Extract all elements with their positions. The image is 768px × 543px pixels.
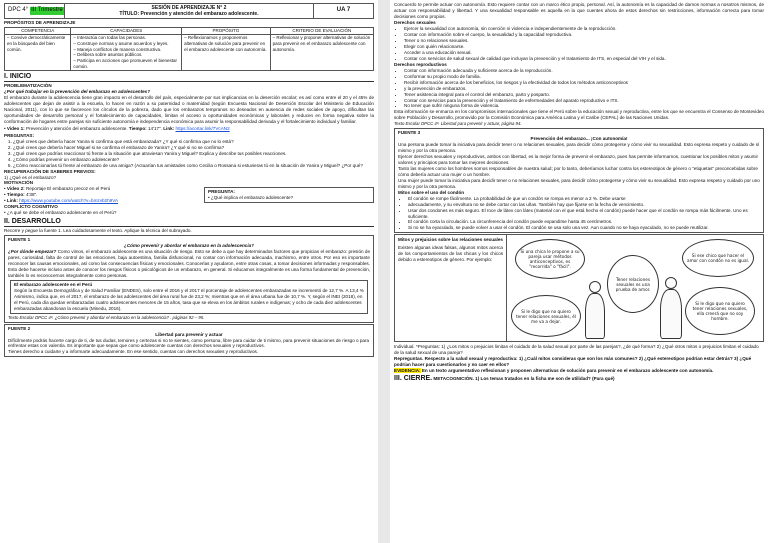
derecho-item: • Elegir con quién relacionarse. xyxy=(404,44,764,50)
mito-item: • El condón corta la circulación. La circunferencia del condón puede expandirse hasta 45 centímetros. xyxy=(408,219,760,225)
derechos-sexuales-label: Derechos sexuales xyxy=(394,19,436,25)
capacidad-item: – Interactúa con todas las personas. xyxy=(73,35,179,41)
individual-questions: Individual. *Preguntas: 1) ¿Los mitos o prejuicios limitan el cuidado de la salud sexual por parte de las parejas?, ¿de qué forma? 2) ¿Qué otros mitos o prejuicios limitan el cuidado de la salud sexual de una pareja? xyxy=(394,344,759,356)
evidencia-text: En un texto argumentativo reflexionan y proponen alternativas de solución para prevenir en el embarazo adolescente con autonomía. xyxy=(421,368,714,374)
pregunta-item: 4. ¿Cómo podrías prevenir un embarazo adolescente? xyxy=(13,157,374,163)
mitos-figure xyxy=(394,234,764,342)
video1-link[interactable]: https://acortar.link/7VcAN2 xyxy=(175,125,230,131)
mito-item: • El condón se rompe fácilmente. La probabilidad de que un condón se rompa es menor a 2 %. Debe usarse xyxy=(408,196,760,202)
fuente1-label: FUENTE 1 xyxy=(8,237,31,243)
col-capacidades: CAPACIDADES xyxy=(71,27,182,34)
capacidad-item: – Participa en acciones que promueven el bienestar común. xyxy=(73,58,179,70)
derechos-sexuales-list xyxy=(394,26,764,62)
pregunta-box: PREGUNTA: • ¿Qué implica el embarazo adolescente? xyxy=(204,187,374,203)
col-proposito: PROPÓSITO xyxy=(182,27,271,34)
derecho-item: • Tener asistencia integral para el control del embarazo, parto y posparto. xyxy=(404,92,764,98)
derecho-item: • Contar con información adecuada y suficiente acerca de la reproducción. xyxy=(404,68,764,74)
derecho-item: • Tener o no relaciones sexuales. xyxy=(404,38,764,44)
speech-bubble: Si le digo que no quiero tener relaciones sexuales, ella creerá que no soy hombre. xyxy=(685,287,755,335)
autonomia-text: Concuerdo te permite actuar con autonomía. Esto requiere contar con un marco ético propio, personal. Así, la autonomía es la capacidad de darnos normas a nosotros mismos, de actuar con responsabilidad y libertad. Y una sexualidad responsable es aquella en la que cuentes ahora de estos derechos sin restricciones, información correcta para tomar decisiones como propios. xyxy=(394,2,764,19)
speech-bubble: Si ese chico que hacer el amor con condón no es igual. xyxy=(682,239,754,277)
motivacion-row: • Video 2: Reportaje El embarazo precoz en el Perú • Tiempo: 4'38". • Link: https://www.youtube.com/watch?v=bmzvb2h9VA PREGUNTA: • ¿Qué implica el embarazo adolescente? xyxy=(4,186,374,204)
col-criterio: CRITERIO DE EVALUACIÓN xyxy=(270,27,373,34)
page-left xyxy=(0,0,378,543)
problematizacion-question: ¿Por qué trabajar en la prevención del embarazo en adolescentes? xyxy=(4,88,151,94)
pregunta-item: 3. ¿Qué crees que podrías reaccionar tú frente a la situación que atraviesan Yanira y Miguel? Explica y describe tus posibles reacciones. xyxy=(13,151,374,157)
preguntas-list xyxy=(4,139,374,169)
derecho-item: • No tener que sufrir ninguna forma de violencia. xyxy=(404,103,764,109)
fuente2-source: Texto Escolar DPCC 4º. Libertad para prevenir y actuar, página 94. xyxy=(394,121,522,127)
fuente2-title: Libertad para prevenir y actuar xyxy=(155,331,223,337)
compromisos-text: Esta información se enmarca en los compromisos internacionales que tiene el Perú sobre la educación sexual y reproductiva, entre los que se encuentra el Consenso de Montevideo sobre Población y Desarrollo, promovido por la Comisión Económica para América Latina y el Caribe (CEPAL) de las Naciones Unidas. xyxy=(394,109,764,121)
boy-head-icon xyxy=(665,277,677,289)
pregunta-item: 2. ¿Qué crees que debería hacer Miguel si se confirma el embarazo de Yanira? ¿Y qué si no se confirma? xyxy=(13,145,374,151)
mitos-label: Mitos sobre el uso del condón xyxy=(398,189,465,195)
evidencia-label: EVIDENCIA: xyxy=(394,368,421,374)
derecho-item: • y la prevención de embarazos. xyxy=(404,86,764,92)
col-competencia: COMPETENCIA xyxy=(5,27,71,34)
unit-label: UA 7 xyxy=(313,4,373,18)
fuente3-p3: Tanto las mujeres como los hombres somos responsables de nuestra salud; por lo tanto, deberíamos luchar contra los estereotipos de género o "etiquetas" preconcebidas sobre cómo debería actuar una mujer o un hombre. xyxy=(398,165,758,177)
pregunta-text: • ¿Qué implica el embarazo adolescente? xyxy=(208,195,294,201)
preguntas-label: PREGUNTAS: xyxy=(4,132,35,138)
inicio-heading: I. INICIO xyxy=(4,72,374,82)
fuente1-text: Como vimos, el embarazo adolescente es una situación de riesgo. Esto se debe a que hay determinados factores que propician el embarazo: presión de pares, curiosidad, falta de control de las emociones, baja autoestima, familia disfuncional, no contar con información adecuada, machismo, entre otros. Por eso es importante reconocer las causas emocionales, así como las consecuencias físicas y emocionales. Conocerlas y ayudaron, entre otras cosas, a tomar decisiones informadas y responsables. Esto debe hacerse incluso antes de conocer los riesgos físicos o psicológicos de un embarazo, en general. Si educamos integralmente es una forma fundamental de prevención, también lo es reconocernos integralmente como personas. xyxy=(8,249,371,279)
repreguntas-text: Repreguntas. Respecto a la salud sexual y reproductiva: 1) ¿Cuál mitos consideras que son los más comunes? 2) ¿Qué estereotipos podrían estar detrás? 3) ¿Qué podrían hacer para cuestionarlos y no caer en ellos? xyxy=(394,356,752,368)
peru-stats-title: El embarazo adolescente en el Perú xyxy=(14,282,93,288)
derechos-reproductivos-list xyxy=(394,68,764,110)
derecho-item: • Ejercer la sexualidad con autonomía, sin coerción ni violencia e independientemente de la reproducción. xyxy=(404,26,764,32)
derecho-item: • Conformar su propio modo de familia. xyxy=(404,74,764,80)
session-header xyxy=(4,3,374,19)
video2-link[interactable]: https://www.youtube.com/watch?v=bmzvb2h9VA xyxy=(19,198,119,204)
mitos-list xyxy=(398,196,760,232)
fuente2-label: FUENTE 2 xyxy=(8,325,31,331)
mitos-prejuicios-title: Mitos y prejuicios sobre las relaciones sexuales xyxy=(398,237,503,243)
cierre-text: METACOGNICIÓN. 1) Los temas tratados en la ficha me son de utilidad? (Para qué) xyxy=(433,376,615,382)
problematizacion-label: PROBLEMATIZACIÓN xyxy=(4,82,52,88)
page-right xyxy=(390,0,768,543)
session-number: SESIÓN DE APRENDIZAJE N° 2 xyxy=(151,4,227,11)
cierre-heading: III. CIERRE. xyxy=(394,375,433,383)
capacidad-item: – Maneja conflictos de manera constructiva. xyxy=(73,47,179,53)
conflicto-label: CONFLICTO COGNITIVO xyxy=(4,204,58,210)
girl-figure-icon xyxy=(585,293,605,339)
trimester-badge: III Trimestre xyxy=(31,7,63,14)
boy-figure-icon xyxy=(660,289,682,339)
course-label: DPC 4° xyxy=(8,7,29,14)
video2-line: • Video 2: Reportaje El embarazo precoz en el Perú xyxy=(4,186,111,192)
motivacion-label: MOTIVACIÓN xyxy=(4,180,34,186)
derecho-item: • Acceder a una educación sexual. xyxy=(404,50,764,56)
peru-stats-text: Según la Encuesta Demográfica y de Salud Familiar (ENDES), solo entre el 2016 y el 2017 el porcentaje de adolescentes embarazadas se incrementó de 12,7 %. A 13,4 % Asimismo, indica que, en el 2017, el embarazo de las adolescentes del área rural fue de 23,2 %; mientras que en el área urbana fue de 10,7 %. Y, según el INEI (2018), en el Perú, cada día quedan embarazadas cuatro adolescentes menores de 15 años, tasa que se eleva en los ámbitos rurales e indígenas; y ocho de cada diez adolescentes embarazadas abandonan la escuela (Minedu, 2016). xyxy=(14,288,364,312)
fuente3-p4: Una mujer puede tomar la iniciativa para decidir tener o no relaciones sexuales, para decidir cómo protegerse y cómo vivir su sexualidad. Esto expresa respeto y cuidado por uno mismo y por la otra persona. xyxy=(398,177,760,189)
mito-item: • adecuadamente, y su envoltura no se debe cortar con las uñas. También hay que fijarse en la fecha de vencimiento. xyxy=(408,202,760,208)
conflicto-question: • ¿A qué se debe el embarazo adolescente en el Perú? xyxy=(4,210,117,216)
pregunta-item: 5. ¿Cómo reaccionarías tú frente al embarazo de una amiga? (Actuarían tus amistades como Cecilia o Rossana si estuvieras tú en la situación de Yanira y Miguel? ¿Por qué? xyxy=(13,163,374,169)
fuente3-p2: Ejercer derechos sexuales y reproductivos, ambos con libertad, es la mejor forma de prevenir el embarazo, pues has permite informarnos, cuestionar los posibles mitos y asumir valores y principios para tomar las mejores decisiones. xyxy=(398,153,759,165)
speech-bubble: Si una chica le propone a su pareja usar métodos anticonceptivos, es "recorrida" o "fácil". xyxy=(515,239,585,279)
derecho-item: • Contar con información sobre el cuerpo, la sexualidad y la capacidad reproductiva. xyxy=(404,32,764,38)
mito-item: • Si no se ha eyaculado, se puede volver a usar el condón. El condón se usa solo una vez. Aun cuando no se haya eyaculado, no se puede reutilizar. xyxy=(408,225,760,231)
fuente1-source: Texto Escolar DPCC 4º. ¿Cómo prevenir y abordar el embarazo en la adolescencia? . páginas 92 – 95. xyxy=(8,315,205,320)
derechos-reproductivos-label: Derechos reproductivos xyxy=(394,61,447,67)
fuente1-box xyxy=(4,235,374,322)
video1-line: • Video 1: Prevención y atención del embarazo adolescente. Tiempo: 14'17". Link: https://acortar.link/7VcAN2 xyxy=(4,125,230,131)
propositos-heading: PROPÓSITOS DE APRENDIZAJE xyxy=(4,20,76,25)
fuente3-box xyxy=(394,128,764,233)
mitos-prejuicios-text: Existen algunas ideas falsas, algunos mitos acerca de los comportamientos de las chicas y los chicos debido a estereotipos de género. Por ejemplo: xyxy=(398,245,503,263)
fuente2-text: Difícilmente podrás hacerte cargo de ti, de tus dudas, temores y certezas si no te sientes, como persona, libre para cuidar de ti mismo, para prevenir situaciones de riesgo o para enfrentar estas con valentía. Es importante que sepas que como adolescente cuentas con derechos sexuales y reproductivos. xyxy=(8,337,370,349)
mito-item: • Usar dos condones es más seguro. El roce de látex con látex (material con el que está hecho el condón) puede hacer que el condón se rompa más fácilmente. Uno es suficiente. xyxy=(408,208,760,220)
fuente2-box xyxy=(4,324,374,358)
fuente3-title: Prevención del embarazo... ¡Con autonomía! xyxy=(530,135,628,141)
girl-head-icon xyxy=(589,281,601,293)
competencia-text: – Convive democráticamente en la búsqueda del bien común. xyxy=(7,35,68,53)
session-title: TÍTULO: Prevención y atención del embarazo adolescente. xyxy=(119,11,259,17)
capacidad-item: – Construye normas y asume acuerdos y leyes. xyxy=(73,41,179,47)
capacidad-item: – Delibera sobre asuntos públicos. xyxy=(73,52,179,58)
fuente3-label: FUENTE 3 xyxy=(398,129,421,135)
pregunta-item: 1. ¿Qué crees que debería hacer Yanira si confirma que está embarazada? ¿Y qué si confirma que no lo está? xyxy=(13,139,374,145)
derecho-item: • Contar con servicios de salud sexual de calidad que incluyan la prevención y el tratamiento de ITS, en especial del VIH y el sida. xyxy=(404,56,764,62)
proposito-text: – Reflexionamos y proponemos alternativas de solución para prevenir en el embarazo adolescente con autonomía. xyxy=(184,35,268,53)
cartoon-illustration xyxy=(507,235,763,341)
fuente1-title: ¿Cómo prevenir y abordar el embarazo en la adolescencia? xyxy=(124,243,254,249)
fuente3-p1: Una persona puede tomar la iniciativa para decidir tener o no relaciones sexuales, para decidir cómo protegerse y cómo vivir su sexualidad. Esto expresa respeto y cuidado de sí mismo y por la otra persona. xyxy=(398,141,760,153)
criterio-text: – Reflexionar y proponer alternativas de solución para prevenir en el embarazo adolescente con autonomía. xyxy=(273,35,371,53)
recuperacion-question: 1) ¿Qué es el embarazo? xyxy=(4,174,57,180)
speech-bubble: Tener relaciones sexuales es una prueba de amor. xyxy=(607,255,659,313)
peru-stats-box xyxy=(10,280,368,314)
speech-bubble: Si le digo que no quiero tener relaciones sexuales, él me va a dejar. xyxy=(511,295,581,337)
derecho-item: • Contar con servicios para la prevención y el tratamiento de enfermedades del aparato reproductivo e ITS. xyxy=(404,98,764,104)
problematizacion-text: El embarazo durante la adolescencia tiene gran impacto en el desarrollo del país, especialmente por sus implicancias en la deserción escolar; es así como entre el 20 y el 45% de adolescentes que dejan de asistir a la escuela, lo hacen en razón a su paternidad o maternidad (según Encuesta Nacional de Deserción Escolar del Ministerio de Educación Nacional, 2011), con lo que se favorecen los círculos de la pobreza, dado que los embarazos tempranos no deseados en ausencia de redes sociales de apoyo, dificultan las oportunidades de desarrollo personal y el fortalecimiento de capacidades, limitan el acceso a oportunidades económicas y laborales y reducen en forma negativa sobre la conformación de hogares entre parejas sin suficiente autonomía e independencia económica para asumir la responsabilidad derivada y el fortalecimiento individual y familiar. xyxy=(4,94,374,124)
desarrollo-heading: II. DESARROLLO xyxy=(4,217,374,227)
desarrollo-intro: Recorre y pegue la fuente 1. Lea cuidadosamente el texto. Aplique la técnica del subrayado. xyxy=(4,228,192,234)
derecho-item: • Recibir información acerca de los beneficios, los riesgos y la efectividad de todos los métodos anticonceptivos xyxy=(404,80,764,86)
fuente1-lead: ¿Por dónde empezar? xyxy=(8,249,57,255)
propositos-table xyxy=(4,27,374,71)
fuente2-text2: Tienes derecho a cuidarte y a informarte adecuadamente. En ese sentido, cuentas con derechos sexuales y reproductivos. xyxy=(8,349,259,355)
recuperacion-label: RECUPERACIÓN DE SABERES PREVIOS: xyxy=(4,168,96,174)
